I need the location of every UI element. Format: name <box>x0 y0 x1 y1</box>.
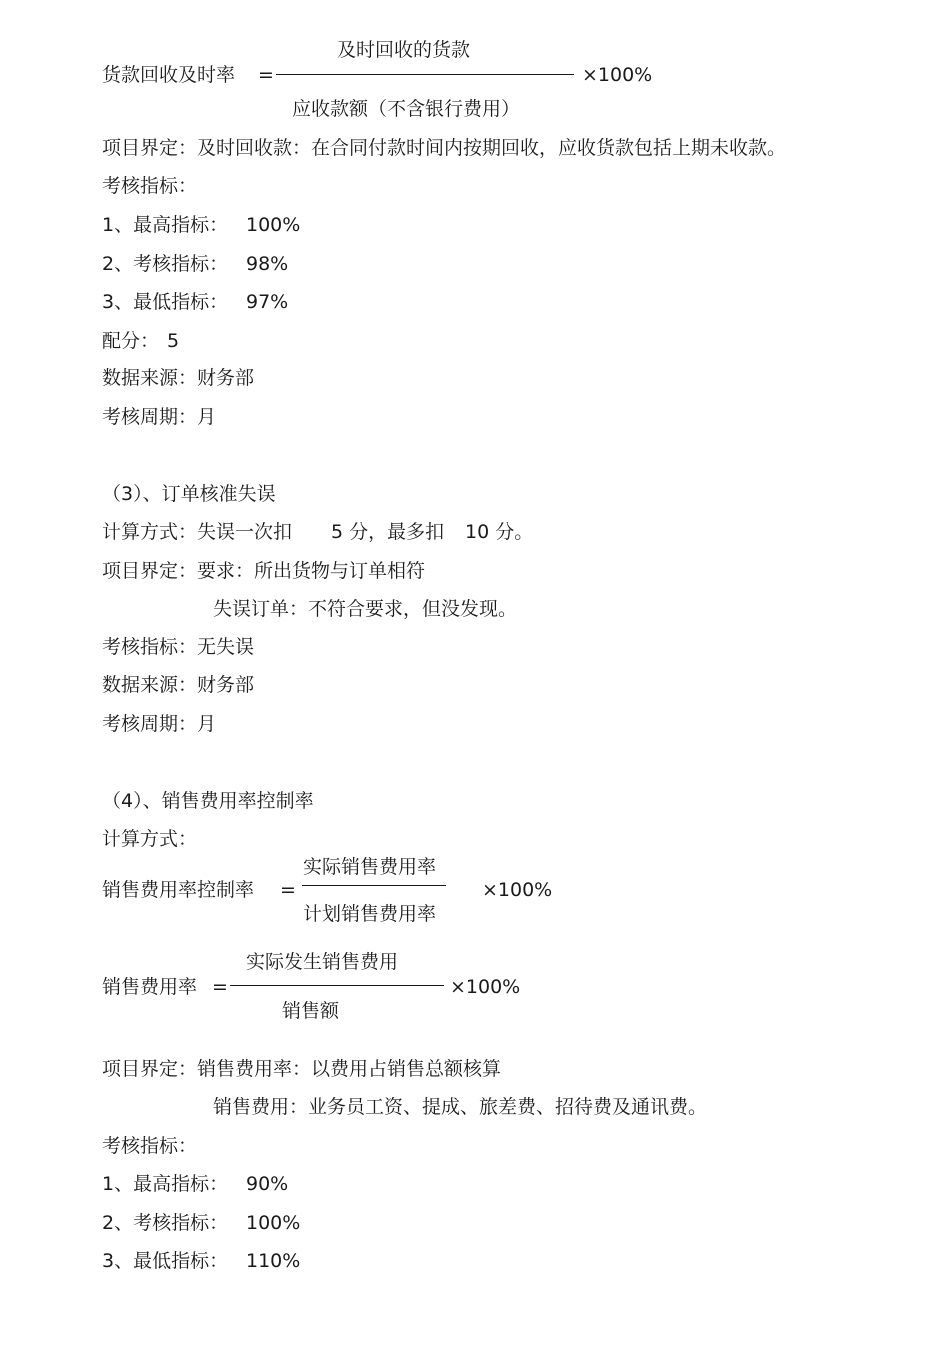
formula2-label: 销售费用率控制率 <box>102 879 255 901</box>
s2-indicator-2-label: 2、考核指标： <box>102 253 229 275</box>
s2-data-source: 数据来源：财务部 <box>102 367 255 389</box>
s3-definition-1: 项目界定：要求：所出货物与订单相符 <box>102 560 426 582</box>
s4-definition-2: 销售费用：业务员工资、提成、旅差费、招待费及通讯费。 <box>213 1096 708 1118</box>
s4-definition-1: 项目界定：销售费用率：以费用占销售总额核算 <box>102 1058 502 1080</box>
formula1-multiplier: ×100% <box>582 64 653 86</box>
formula1-fraction-bar <box>276 74 574 75</box>
formula2-multiplier: ×100% <box>482 879 553 901</box>
formula3-numerator: 实际发生销售费用 <box>246 951 399 973</box>
s3-definition-2: 失误订单：不符合要求，但没发现。 <box>213 598 518 620</box>
s4-indicator-1-label: 1、最高指标： <box>102 1173 229 1195</box>
s3-calc-part-a: 计算方式：失误一次扣 <box>102 521 293 543</box>
s4-indicator-3-value: 110% <box>246 1250 301 1272</box>
s2-score-label: 配分： <box>102 330 160 352</box>
s4-indicator-2-value: 100% <box>246 1212 301 1234</box>
formula3-fraction-bar <box>230 985 444 986</box>
s2-indicator-heading: 考核指标： <box>102 175 198 197</box>
s4-indicator-1-value: 90% <box>246 1173 289 1195</box>
formula3-label: 销售费用率 <box>102 976 198 998</box>
s3-period: 考核周期：月 <box>102 713 217 735</box>
formula3-multiplier: ×100% <box>450 976 521 998</box>
formula1-numerator: 及时回收的货款 <box>337 39 471 61</box>
s4-title: （4）、销售费用率控制率 <box>102 790 314 812</box>
s2-period: 考核周期：月 <box>102 406 217 428</box>
formula2-denominator: 计划销售费用率 <box>303 903 437 925</box>
s4-calc-label: 计算方式： <box>102 828 198 850</box>
s3-data-source: 数据来源：财务部 <box>102 674 255 696</box>
formula3-equals: = <box>212 976 228 998</box>
formula1-equals: = <box>258 64 274 86</box>
s2-indicator-2-value: 98% <box>246 253 289 275</box>
s2-indicator-1-value: 100% <box>246 214 301 236</box>
formula2-equals: = <box>280 879 296 901</box>
s3-title: （3）、订单核准失误 <box>102 483 276 505</box>
formula1-denominator: 应收款额（不含银行费用） <box>292 98 521 120</box>
s3-calc-part-b: 5 分，最多扣 <box>331 521 445 543</box>
s2-indicator-3-label: 3、最低指标： <box>102 291 229 313</box>
s2-score-value: 5 <box>167 330 180 352</box>
s2-indicator-1-label: 1、最高指标： <box>102 214 229 236</box>
s4-indicator-3-label: 3、最低指标： <box>102 1250 229 1272</box>
s4-indicator-heading: 考核指标： <box>102 1135 198 1157</box>
s3-indicator: 考核指标：无失误 <box>102 636 255 658</box>
s4-indicator-2-label: 2、考核指标： <box>102 1212 229 1234</box>
formula2-numerator: 实际销售费用率 <box>303 856 437 878</box>
s2-definition: 项目界定：及时回收款：在合同付款时间内按期回收，应收货款包括上期未收款。 <box>102 137 787 159</box>
s3-calc-part-c: 10 分。 <box>465 521 534 543</box>
formula3-denominator: 销售额 <box>282 1000 340 1022</box>
formula2-fraction-bar <box>302 885 446 886</box>
formula1-label: 货款回收及时率 <box>102 64 236 86</box>
s2-indicator-3-value: 97% <box>246 291 289 313</box>
